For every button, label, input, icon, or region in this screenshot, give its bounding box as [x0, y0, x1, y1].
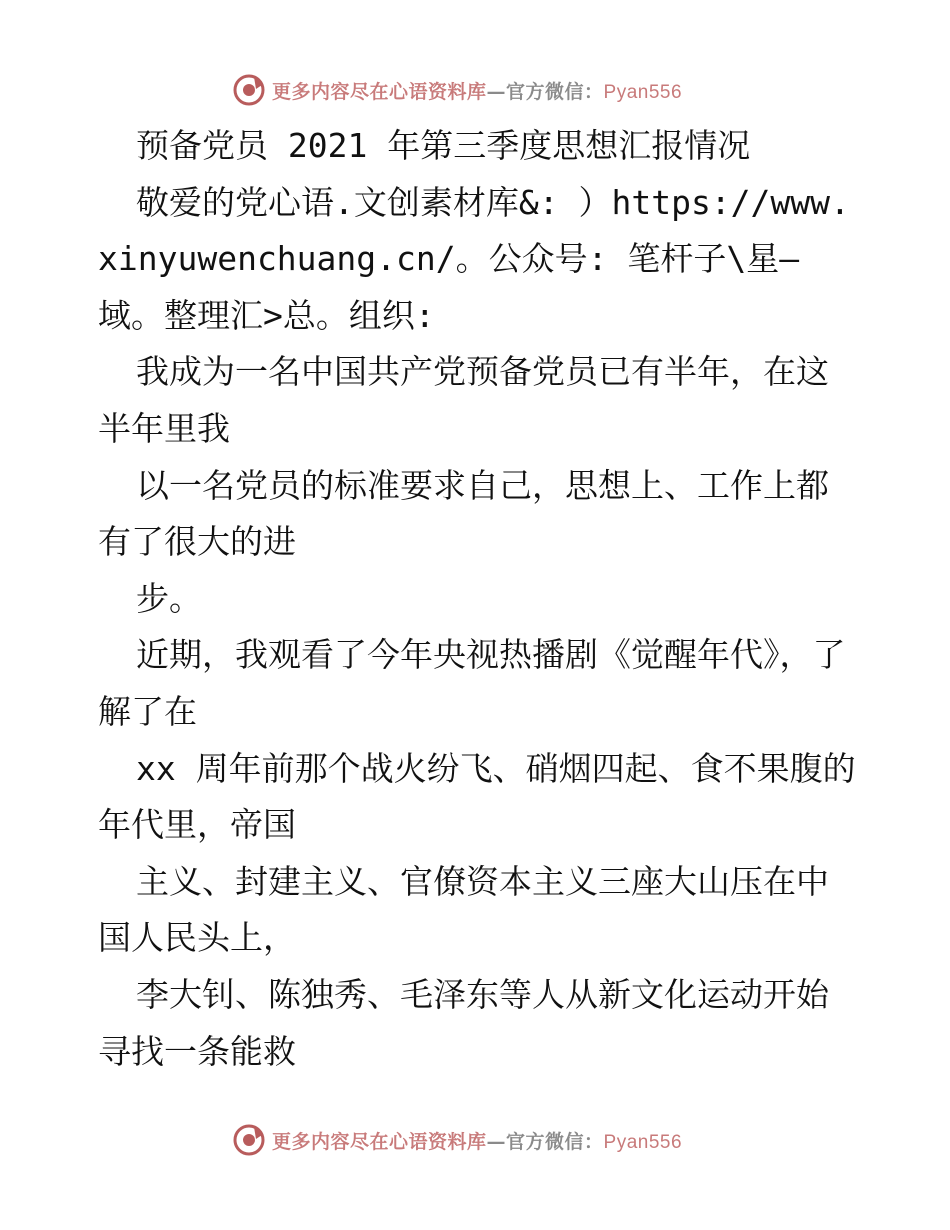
paragraph: 近期，我观看了今年央视热播剧《觉醒年代》，了解了在 [98, 635, 846, 731]
banner-title: 更多内容尽在心语资料库 [272, 1130, 487, 1153]
banner-text [272, 77, 682, 104]
document-body [98, 118, 858, 1080]
banner-separator: — [486, 1130, 507, 1153]
banner-official-label: 官方微信： [506, 80, 604, 103]
salutation: 敬爱的党心语.文创素材库&: ）https://www.xinyuwenchuang.cn/。公众号: 笔杆子\星—域。整理汇>总。组织: [98, 182, 850, 335]
header-banner [232, 70, 752, 110]
banner-title: 更多内容尽在心语资料库 [272, 80, 487, 103]
paragraph: 我成为一名中国共产党预备党员已有半年，在这半年里我 [98, 352, 829, 448]
paragraph: 主义、封建主义、官僚资本主义三座大山压在中国人民头上， [98, 861, 829, 958]
banner-wechat-id: Pyan556 [603, 1131, 683, 1153]
brush-logo-icon [232, 1123, 266, 1157]
footer-banner [232, 1120, 752, 1160]
paragraph: 李大钊、陈独秀、毛泽东等人从新文化运动开始寻找一条能救 [98, 974, 829, 1071]
paragraph: 步。 [136, 578, 202, 618]
banner-separator: — [486, 80, 507, 103]
brush-logo-icon [232, 73, 266, 107]
banner-wechat-id: Pyan556 [603, 81, 683, 103]
document-title: 预备党员 2021 年第三季度思想汇报情况 [136, 126, 751, 165]
paragraph: xx 周年前那个战火纷飞、硝烟四起、食不果腹的年代里，帝国 [98, 748, 856, 845]
banner-official-label: 官方微信： [506, 1130, 604, 1153]
paragraph: 以一名党员的标准要求自己，思想上、工作上都有了很大的进 [98, 465, 829, 562]
banner-text [272, 1127, 682, 1154]
